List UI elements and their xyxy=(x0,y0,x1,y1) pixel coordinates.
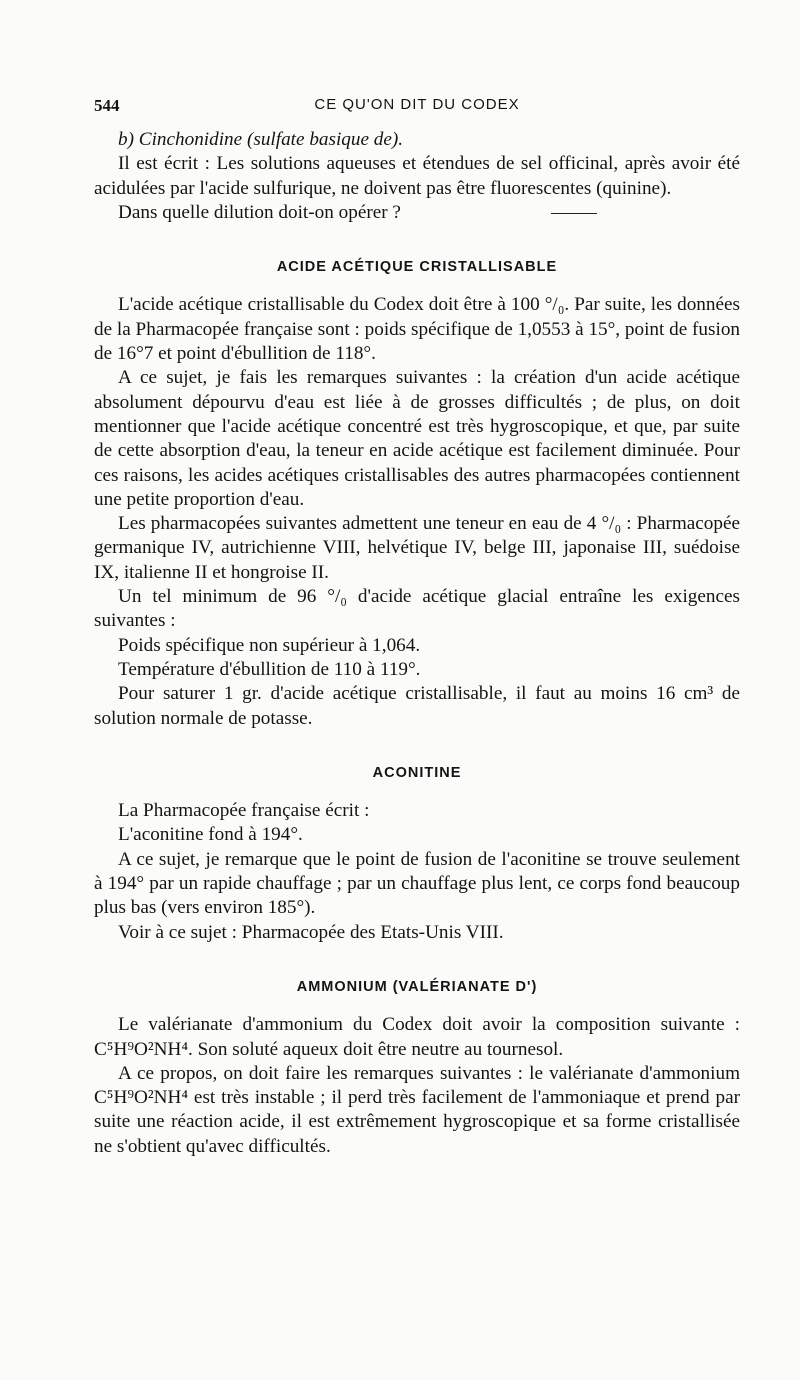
heading-acide-acetique: ACIDE ACÉTIQUE CRISTALLISABLE xyxy=(276,259,558,276)
acide-paragraph-1: L'acide acétique cristallisable du Codex doit être à 100 °/₀. Par suite, les données de la Pharmacopée française sont : poids spécifique de 1,0553 à 15°, point de fusion de 16°7 et point d'ébullition de 118°. xyxy=(94,294,741,365)
page-body xyxy=(94,128,740,1159)
cinchonidine-paragraph-2: Dans quelle dilution doit-on opérer ? xyxy=(118,201,401,223)
acide-paragraph-2: A ce sujet, je fais les remarques suivantes : la création d'un acide acétique absolument dépourvu d'eau est liée à de grosses difficultés ; de plus, on doit mentionner que l'acide acétique concentré est très hygroscopique, et que, par suite de cette absorption d'eau, la teneur en acide acétique est facilement diminuée. Pour ces raisons, les acides acétiques cristallisables des autres pharmacopées contiennent une petite proportion d'eau. xyxy=(94,367,740,510)
acide-paragraph-3: Les pharmacopées suivantes admettent une teneur en eau de 4 °/₀ : Pharmacopée germanique IV, autrichienne VIII, helvétique IV, belge III, japonaise III, suédoise IX, italienne II et hongroise II. xyxy=(94,513,740,583)
page-header xyxy=(94,96,740,124)
heading-ammonium: AMMONIUM (VALÉRIANATE D') xyxy=(296,978,538,995)
heading-aconitine: ACONITINE xyxy=(372,764,462,781)
ammonium-paragraph-1: Le valérianate d'ammonium du Codex doit avoir la composition suivante : C⁵H⁹O²NH⁴. Son soluté aqueux doit être neutre au tournesol. xyxy=(94,1014,740,1060)
aconitine-paragraph-3: A ce sujet, je remarque que le point de fusion de l'aconitine se trouve seulement à 194° par un rapide chauffage ; par un chauffage plus lent, ce corps fond beaucoup plus bas (vers environ 185°). xyxy=(94,848,740,919)
page-number: 544 xyxy=(94,96,120,115)
aconitine-paragraph-1: La Pharmacopée française écrit : xyxy=(118,800,370,822)
aconitine-paragraph-4: Voir à ce sujet : Pharmacopée des Etats-Unis VIII. xyxy=(118,921,504,943)
cinchonidine-paragraph-1: Il est écrit : Les solutions aqueuses et étendues de sel officinal, après avoir été acidulées par l'acide sulfurique, ne doivent pas être fluorescentes (quinine). xyxy=(94,153,740,199)
running-title: CE QU'ON DIT DU CODEX xyxy=(314,96,520,113)
cinchonidine-prefix: b) xyxy=(118,129,134,150)
acide-paragraph-4: Un tel minimum de 96 °/₀ d'acide acétique glacial entraîne les exigences suivantes : xyxy=(94,586,740,632)
aconitine-paragraph-2: L'aconitine fond à 194°. xyxy=(118,824,303,846)
cinchonidine-title xyxy=(94,128,740,152)
acide-paragraph-6: Température d'ébullition de 110 à 119°. xyxy=(118,658,421,680)
separator-dash xyxy=(551,213,597,214)
cinchonidine-title-text: Cinchonidine (sulfate basique de). xyxy=(138,129,404,150)
cinchonidine-paragraph-2-wrap xyxy=(94,201,740,225)
ammonium-paragraph-2: A ce propos, on doit faire les remarques suivantes : le valérianate d'ammonium C⁵H⁹O²NH⁴ est très instable ; il perd très facilement de l'ammoniaque et prend par suite une réaction acide, il est extrêmement hygroscopique et sa forme cristallisée ne s'obtient qu'avec difficultés. xyxy=(94,1062,740,1157)
acide-paragraph-5: Poids spécifique non supérieur à 1,064. xyxy=(118,634,421,656)
acide-paragraph-7: Pour saturer 1 gr. d'acide acétique cristallisable, il faut au moins 16 cm³ de solution normale de potasse. xyxy=(94,683,740,729)
